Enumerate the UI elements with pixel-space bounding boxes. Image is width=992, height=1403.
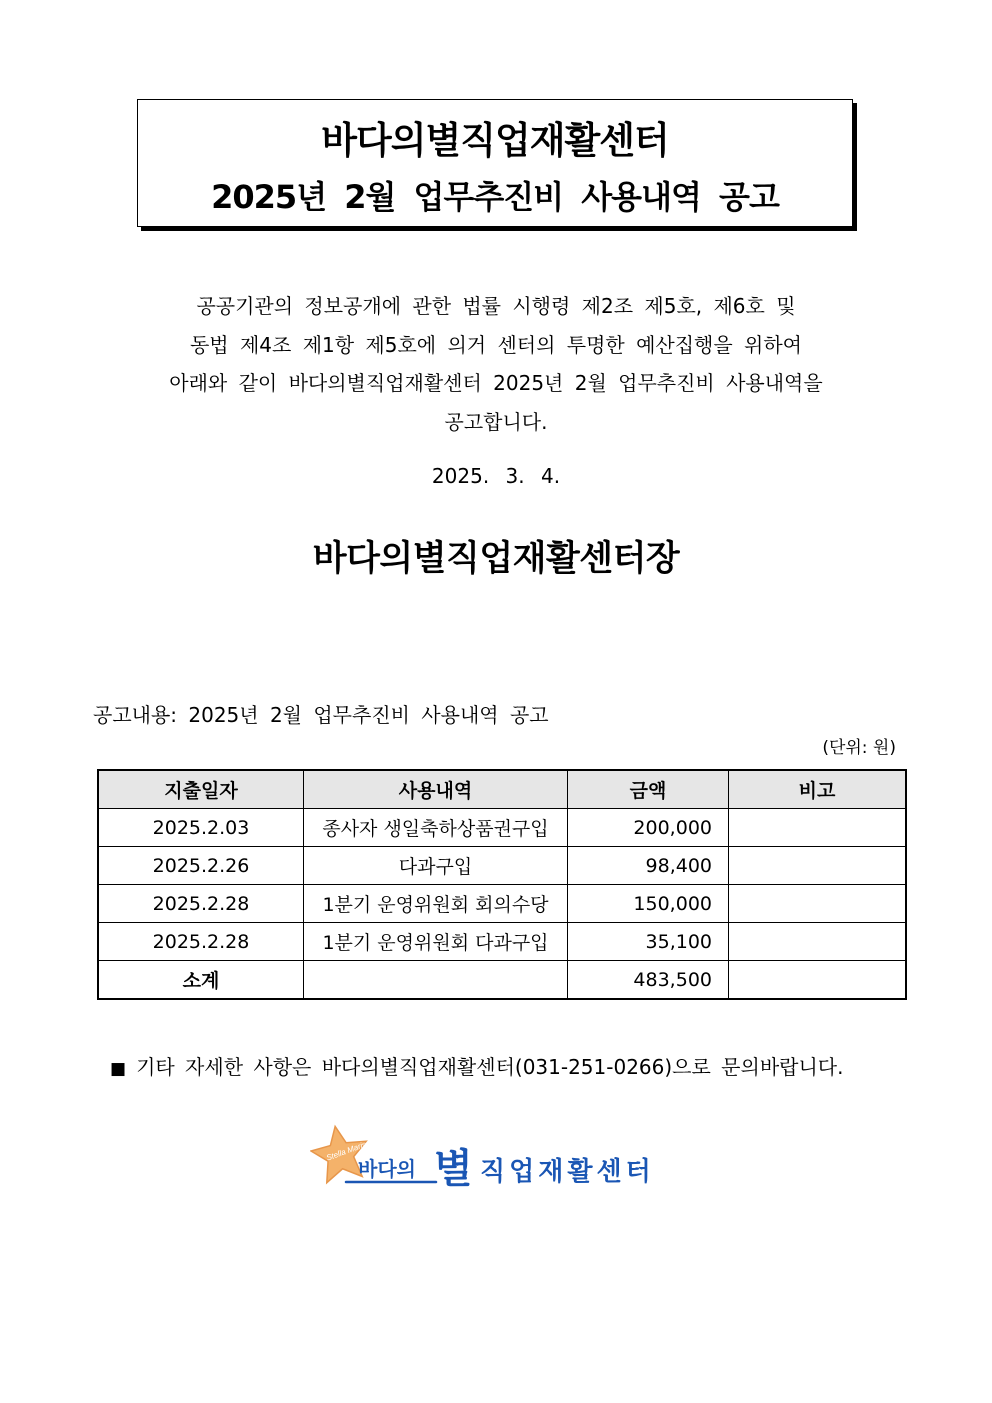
intro-paragraph	[100, 287, 892, 441]
cell-remarks	[729, 847, 907, 885]
subtotal-row	[98, 961, 906, 1000]
cell-amount: 200,000	[568, 809, 729, 847]
header-remarks: 비고	[729, 770, 907, 809]
subtotal-amount: 483,500	[568, 961, 729, 1000]
table-row	[98, 885, 906, 923]
cell-description: 1분기 운영위원회 회의수당	[304, 885, 568, 923]
cell-remarks	[729, 809, 907, 847]
cell-remarks	[729, 923, 907, 961]
table-header-row	[98, 770, 906, 809]
header-date: 지출일자	[98, 770, 304, 809]
cell-date: 2025.2.28	[98, 885, 304, 923]
notice-date: 2025. 3. 4.	[431, 464, 561, 488]
logo-text-big: 별	[434, 1146, 473, 1192]
subtotal-remarks	[729, 961, 907, 1000]
footnote-text: 기타 자세한 사항은 바다의별직업재활센터(031-251-0266)으로 문의바랍니다.	[136, 1055, 844, 1079]
subtotal-description	[304, 961, 568, 1000]
title-notice: 2025년 2월 업무추진비 사용내역 공고	[211, 178, 779, 216]
table-row	[98, 809, 906, 847]
intro-line: 공공기관의 정보공개에 관한 법률 시행령 제2조 제5호, 제6호 및	[196, 294, 796, 318]
subtotal-label: 소계	[98, 961, 304, 1000]
intro-line: 동법 제4조 제1항 제5호에 의거 센터의 투명한 예산집행을 위하여	[189, 332, 803, 357]
cell-date: 2025.2.03	[98, 809, 304, 847]
table-row	[98, 923, 906, 961]
square-bullet-icon: ■	[110, 1059, 127, 1079]
signatory: 바다의별직업재활센터장	[312, 539, 680, 579]
cell-description: 1분기 운영위원회 다과구입	[304, 923, 568, 961]
unit-label: (단위: 원)	[822, 738, 896, 758]
logo-text-rest: 직업재활센터	[480, 1157, 655, 1187]
cell-description: 다과구입	[304, 847, 568, 885]
cell-amount: 98,400	[568, 847, 729, 885]
table-row	[98, 847, 906, 885]
notice-content-label: 공고내용: 2025년 2월 업무추진비 사용내역 공고	[93, 703, 549, 727]
cell-date: 2025.2.26	[98, 847, 304, 885]
logo-star-text: Stella Maris	[325, 1139, 368, 1163]
intro-line: 아래와 같이 바다의별직업재활센터 2025년 2월 업무추진비 사용내역을	[169, 371, 823, 395]
logo-text-small: 바다의	[358, 1157, 416, 1181]
cell-amount: 150,000	[568, 885, 729, 923]
cell-description: 종사자 생일축하상품권구입	[304, 809, 568, 847]
footnote	[110, 1051, 843, 1080]
intro-line: 공고합니다.	[444, 409, 548, 434]
header-description: 사용내역	[304, 770, 568, 809]
expense-table	[97, 769, 907, 1000]
cell-remarks	[729, 885, 907, 923]
title-center-name: 바다의별직업재활센터	[321, 119, 669, 162]
title-box	[137, 99, 853, 227]
cell-date: 2025.2.28	[98, 923, 304, 961]
header-amount: 금액	[568, 770, 729, 809]
cell-amount: 35,100	[568, 923, 729, 961]
center-logo	[310, 1120, 690, 1200]
